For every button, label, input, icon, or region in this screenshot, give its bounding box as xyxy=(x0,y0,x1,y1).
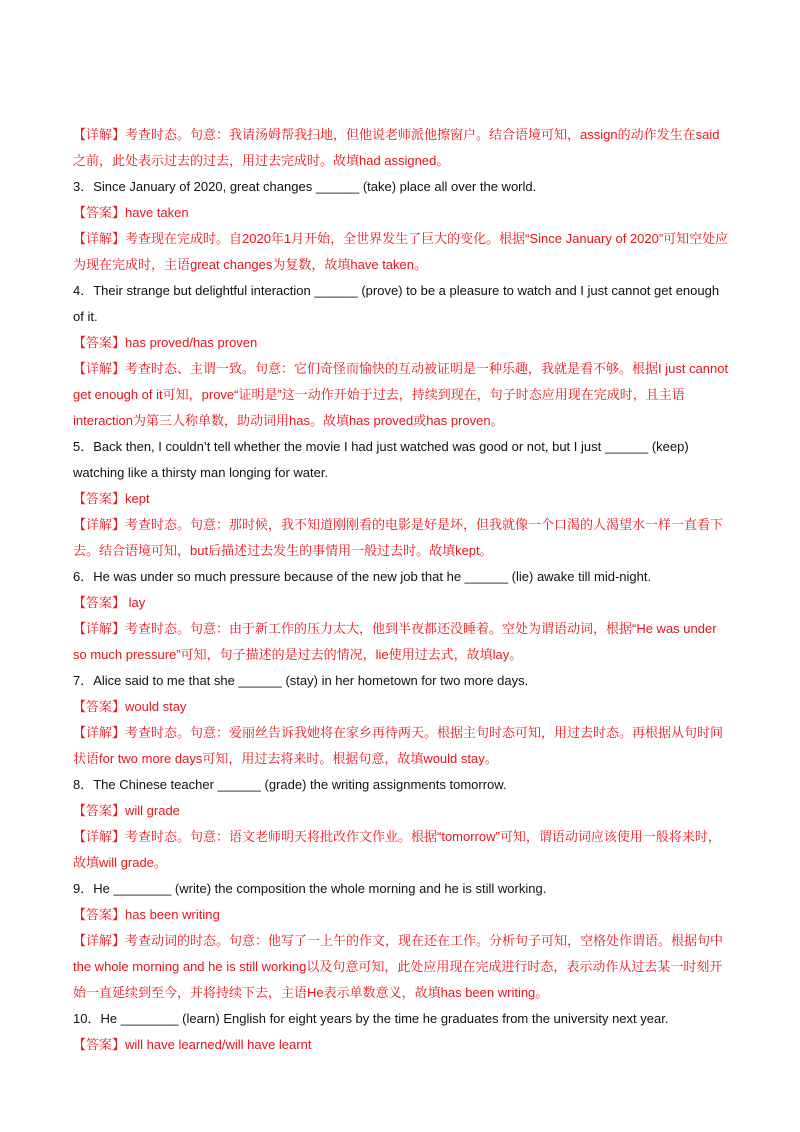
answer-8: 【答案】will grade xyxy=(73,803,180,818)
detail-explanation: 【详解】考查动词的时态。句意：他写了一上午的作文，现在还在工作。分析句子可知，空格处作谓语。根据句中the whole morning and he is still working以及句意可知，此处应用现在完成进行时态，表示动作从过去某一时刻开始一直延续到至今，并将持续下去，主语He表示单数意义，故填has been writing。 xyxy=(73,933,724,1000)
question-9: 9．He ________ (write) the composition the whole morning and he is still working. xyxy=(73,881,547,896)
detail-explanation: 【详解】考查时态。句意：我请汤姆帮我扫地，但他说老师派他擦窗户。结合语境可知，assign的动作发生在said之前，此处表示过去的过去，用过去完成时。故填had assigned。 xyxy=(73,127,720,168)
question-10: 10．He ________ (learn) English for eight years by the time he graduates from the university next year. xyxy=(73,1011,669,1026)
question-7: 7．Alice said to me that she ______ (stay) in her hometown for two more days. xyxy=(73,673,529,688)
answer-6: 【答案】 lay xyxy=(73,595,146,610)
answer-4: 【答案】has proved/has proven xyxy=(73,335,258,350)
question-5: 5．Back then, I couldn’t tell whether the movie I had just watched was good or not, but I just ______ (keep) watching like a thirsty man longing for water. xyxy=(73,439,689,480)
detail-explanation: 【详解】考查时态。句意：语文老师明天将批改作文作业。根据“tomorrow”可知，谓语动词应该使用一般将来时，故填will grade。 xyxy=(73,829,721,870)
answer-3: 【答案】have taken xyxy=(73,205,189,220)
detail-explanation: 【详解】考查时态。句意：那时候，我不知道刚刚看的电影是好是坏，但我就像一个口渴的人渴望水一样一直看下去。结合语境可知，but后描述过去发生的事情用一般过去时。故填kept。 xyxy=(73,517,724,558)
question-8: 8．The Chinese teacher ______ (grade) the writing assignments tomorrow. xyxy=(73,777,507,792)
detail-explanation: 【详解】考查时态、主谓一致。句意：它们奇怪而愉快的互动被证明是一种乐趣，我就是看不够。根据I just cannot get enough of it可知，prove“证明是”这一动作开始于过去，持续到现在，句子时态应用现在完成时，且主语interaction为第三人称单数，助动词用has。故填has proved或has proven。 xyxy=(73,361,729,428)
question-3: 3．Since January of 2020, great changes ______ (take) place all over the world. xyxy=(73,179,537,194)
question-4: 4．Their strange but delightful interaction ______ (prove) to be a pleasure to watch and I just cannot get enough of it. xyxy=(73,283,720,324)
detail-explanation: 【详解】考查时态。句意：爱丽丝告诉我她将在家乡再待两天。根据主句时态可知，用过去时态。再根据从句时间状语for two more days可知，用过去将来时。根据句意，故填would stay。 xyxy=(73,725,724,766)
question-6: 6．He was under so much pressure because of the new job that he ______ (lie) awake till mid-night. xyxy=(73,569,652,584)
answer-7: 【答案】would stay xyxy=(73,699,187,714)
detail-explanation: 【详解】考查现在完成时。自2020年1月开始，全世界发生了巨大的变化。根据“Since January of 2020”可知空处应为现在完成时，主语great changes为复数，故填have taken。 xyxy=(73,231,729,272)
answer-5: 【答案】kept xyxy=(73,491,150,506)
answer-9: 【答案】has been writing xyxy=(73,907,220,922)
detail-explanation: 【详解】考查时态。句意：由于新工作的压力太大，他到半夜都还没睡着。空处为谓语动词，根据“He was under so much pressure”可知，句子描述的是过去的情况，lie使用过去式，故填lay。 xyxy=(73,621,717,662)
answer-10: 【答案】will have learned/will have learnt xyxy=(73,1037,312,1052)
